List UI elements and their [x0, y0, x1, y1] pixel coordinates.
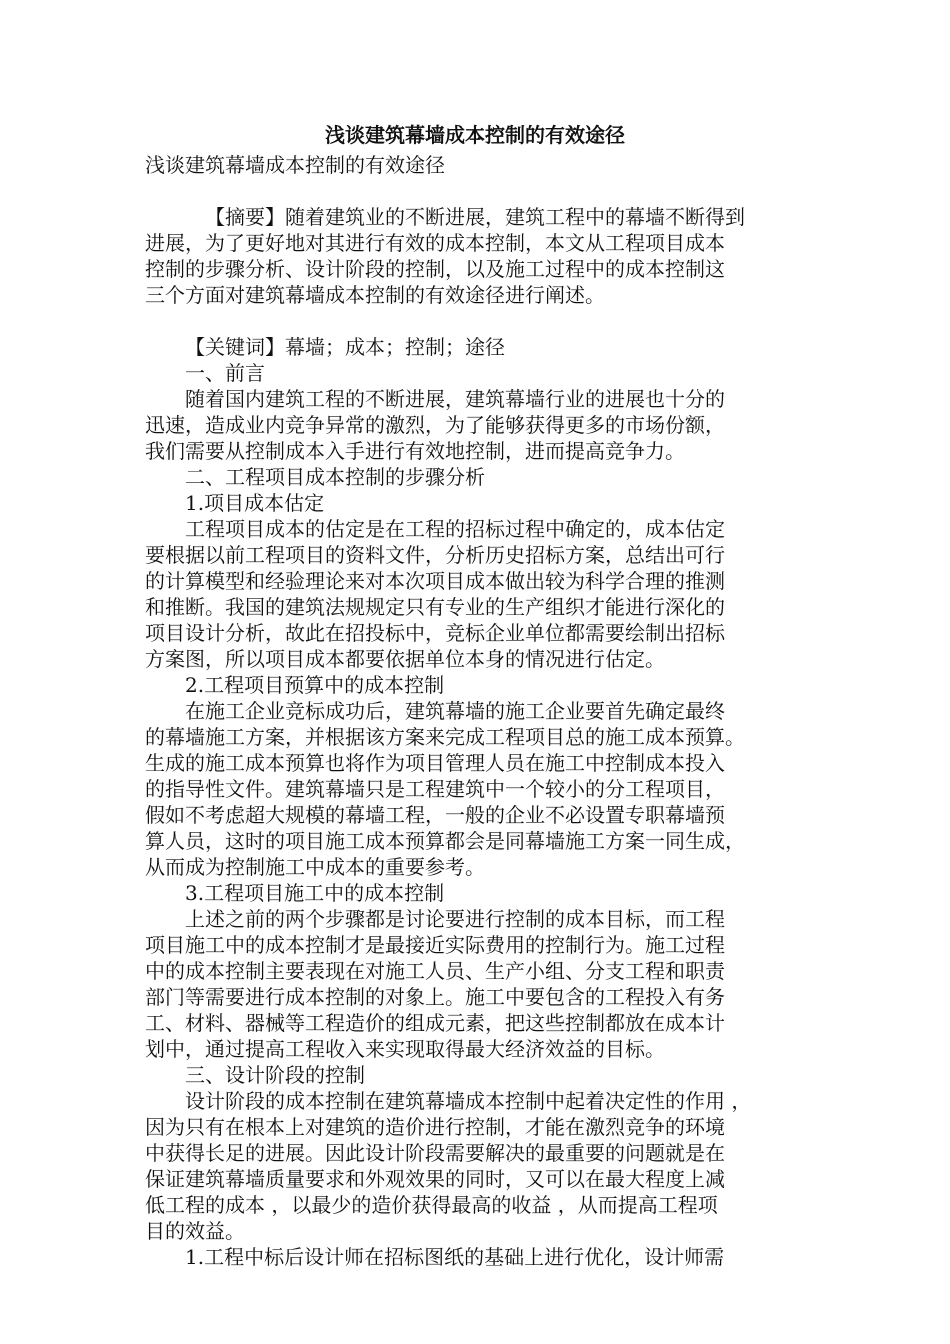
document-title: 浅谈建筑幕墙成本控制的有效途径: [325, 123, 625, 147]
paragraph-line: 的计算模型和经验理论来对本次项目成本做出较为科学合理的推测: [145, 569, 725, 593]
paragraph-line: 算人员，这时的项目施工成本预算都会是同幕墙施工方案一同生成，: [145, 829, 745, 853]
paragraph-line: 保证建筑幕墙质量要求和外观效果的同时，又可以在最大程度上减: [145, 1167, 725, 1191]
paragraph-line: 划中，通过提高工程收入来实现取得最大经济效益的目标。: [145, 1037, 665, 1061]
abstract-line: 【摘要】随着建筑业的不断进展，建筑工程中的幕墙不断得到: [205, 205, 745, 229]
subsection-heading: 1.工程中标后设计师在招标图纸的基础上进行优化，设计师需: [185, 1245, 725, 1269]
body-text: [145, 334, 805, 1270]
document-subtitle: 浅谈建筑幕墙成本控制的有效途径: [145, 153, 445, 177]
subsection-heading: 1.项目成本估定: [185, 491, 325, 515]
paragraph-line: 中的成本控制主要表现在对施工人员、生产小组、分支工程和职责: [145, 959, 725, 983]
abstract-line: 控制的步骤分析、设计阶段的控制，以及施工过程中的成本控制这: [145, 257, 725, 281]
paragraph-line: 中获得长足的进展。因此设计阶段需要解决的最重要的问题就是在: [145, 1141, 725, 1165]
paragraph-line: 假如不考虑超大规模的幕墙工程，一般的企业不必设置专职幕墙预: [145, 803, 725, 827]
paragraph-line: 低工程的成本 ，以最少的造价获得最高的收益 ，从而提高工程项: [145, 1193, 718, 1217]
paragraph-line: 和推断。我国的建筑法规规定只有专业的生产组织才能进行深化的: [145, 595, 725, 619]
paragraph-line: 部门等需要进行成本控制的对象上。施工中要包含的工程投入有务: [145, 985, 725, 1009]
paragraph-line: 项目施工中的成本控制才是最接近实际费用的控制行为。施工过程: [145, 933, 725, 957]
paragraph-line: 要根据以前工程项目的资料文件，分析历史招标方案，总结出可行: [145, 543, 725, 567]
paragraph-line: 项目设计分析，故此在招投标中，竞标企业单位都需要绘制出招标: [145, 621, 725, 645]
paragraph-line: 设计阶段的成本控制在建筑幕墙成本控制中起着决定性的作用 ，: [185, 1089, 752, 1113]
abstract-line: 进展，为了更好地对其进行有效的成本控制，本文从工程项目成本: [145, 231, 725, 255]
abstract-line: 三个方面对建筑幕墙成本控制的有效途径进行阐述。: [145, 283, 605, 307]
keywords-line: 【关键词】幕墙；成本；控制；途径: [185, 335, 505, 359]
paragraph-line: 因为只有在根本上对建筑的造价进行控制，才能在激烈竞争的环境: [145, 1115, 725, 1139]
paragraph-line: 目的效益。: [145, 1219, 245, 1243]
subsection-heading: 2.工程项目预算中的成本控制: [185, 673, 445, 697]
paragraph-line: 上述之前的两个步骤都是讨论要进行控制的成本目标，而工程: [185, 907, 725, 931]
paragraph-line: 的幕墙施工方案，并根据该方案来完成工程项目总的施工成本预算。: [145, 725, 745, 749]
paragraph-line: 我们需要从控制成本入手进行有效地控制，进而提高竞争力。: [145, 439, 685, 463]
paragraph-line: 的指导性文件。建筑幕墙只是工程建筑中一个较小的分工程项目，: [145, 777, 725, 801]
paragraph-line: 工程项目成本的估定是在工程的招标过程中确定的，成本估定: [185, 517, 725, 541]
document-page: [145, 118, 805, 1270]
paragraph-line: 工、材料、器械等工程造价的组成元素，把这些控制都放在成本计: [145, 1011, 725, 1035]
section-heading: 一、前言: [185, 361, 265, 385]
paragraph-line: 在施工企业竞标成功后，建筑幕墙的施工企业要首先确定最终: [185, 699, 725, 723]
section-heading: 二、工程项目成本控制的步骤分析: [185, 465, 485, 489]
paragraph-line: 生成的施工成本预算也将作为项目管理人员在施工中控制成本投入: [145, 751, 725, 775]
spacer: [145, 178, 805, 204]
subsection-heading: 3.工程项目施工中的成本控制: [185, 881, 445, 905]
spacer: [145, 308, 805, 334]
paragraph-line: 迅速，造成业内竞争异常的激烈，为了能够获得更多的市场份额，: [145, 413, 725, 437]
paragraph-line: 方案图，所以项目成本都要依据单位本身的情况进行估定。: [145, 647, 665, 671]
abstract: [145, 204, 805, 308]
section-heading: 三、设计阶段的控制: [185, 1063, 365, 1087]
paragraph-line: 随着国内建筑工程的不断进展，建筑幕墙行业的进展也十分的: [185, 387, 725, 411]
paragraph-line: 从而成为控制施工中成本的重要参考。: [145, 855, 485, 879]
